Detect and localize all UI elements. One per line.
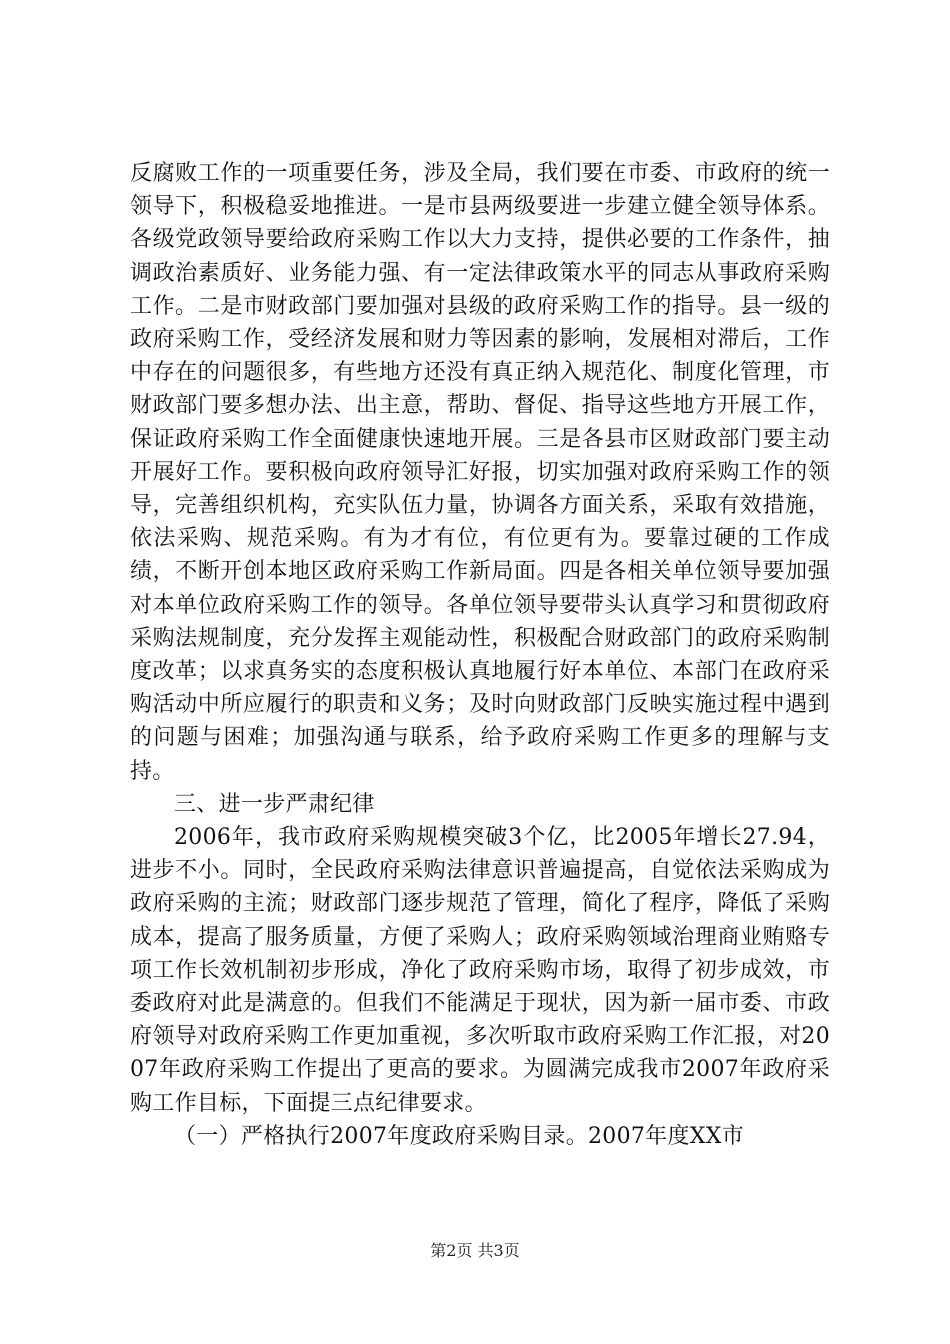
page-footer: 第2页 共3页	[430, 1241, 520, 1260]
paragraph-1: 反腐败工作的一项重要任务，涉及全局，我们要在市委、市政府的统一领导下，积极稳妥地推进。一是市县两级要进一步建立健全领导体系。各级党政领导要给政府采购工作以大力支持，提供必要的工作条件，抽调政治素质好、业务能力强、有一定法律政策水平的同志从事政府采购工作。二是市财政部门要加强对县级的政府采购工作的指导。县一级的政府采购工作，受经济发展和财力等因素的影响，发展相对滞后，工作中存在的问题很多，有些地方还没有真正纳入规范化、制度化管理，市财政部门要多想办法、出主意，帮助、督促、指导这些地方开展工作，保证政府采购工作全面健康快速地开展。三是各县市区财政部门要主动开展好工作。要积极向政府领导汇好报，切实加强对政府采购工作的领导，完善组织机构，充实队伍力量，协调各方面关系，采取有效措施，依法采购、规范采购。有为才有位，有位更有为。要靠过硬的工作成绩，不断开创本地区政府采购工作新局面。四是各相关单位领导要加强对本单位政府采购工作的领导。各单位领导要带头认真学习和贯彻政府采购法规制度，充分发挥主观能动性，积极配合财政部门的政府采购制度改革；以求真务实的态度积极认真地履行好本单位、本部门在政府采购活动中所应履行的职责和义务；及时向财政部门反映实施过程中遇到的问题与困难；加强沟通与联系，给予政府采购工作更多的理解与支持。	[130, 161, 830, 784]
section-heading: 三、进一步严肃纪律	[174, 791, 375, 817]
paragraph-3: 2006年，我市政府采购规模突破3个亿，比2005年增长27.94，进步不小。同时，全民政府采购法律意识普遍提高，自觉依法采购成为政府采购的主流；财政部门逐步规范了管理，简化了程序，降低了采购成本，提高了服务质量，方便了采购人；政府采购领域治理商业贿赂专项工作长效机制初步形成，净化了政府采购市场，取得了初步成效，市委政府对此是满意的。但我们不能满足于现状，因为新一届市委、市政府领导对政府采购工作更加重视，多次听取市政府采购工作汇报，对2007年政府采购工作提出了更高的要求。为圆满完成我市2007年政府采购工作目标，下面提三点纪律要求。	[130, 825, 830, 1116]
paragraph-4: （一）严格执行2007年度政府采购目录。2007年度XX市	[174, 1123, 745, 1149]
document-body	[130, 157, 830, 1153]
